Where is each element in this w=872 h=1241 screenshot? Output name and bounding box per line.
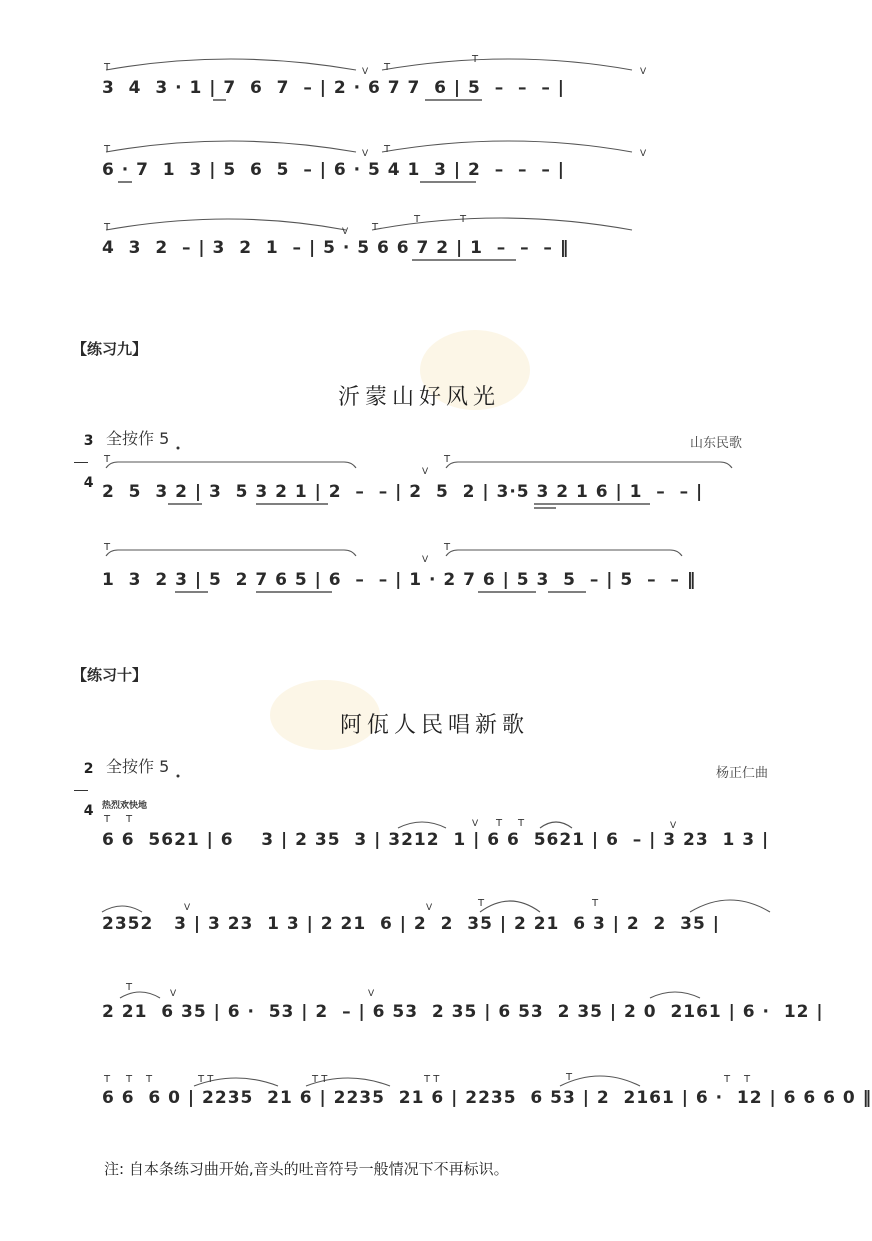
svg-text:T: T — [126, 982, 133, 993]
exercise-header: 【练习十】 — [72, 666, 148, 684]
svg-text:T: T — [444, 542, 451, 553]
score-line: 1 3 2 3 | 5 2 7 6 5 | 6 – – | 1 · 2 7 6 | 5 3 5 – | 5 – – ‖ — [102, 570, 697, 590]
score-line: 6 6 5621 | 6 3 | 2 35 3 | 3212 1 | 6 6 5621 | 6 – | 3 23 1 3 | — [102, 830, 770, 850]
score-line: 6 6 6 0 | 2235 21 6 | 2235 21 6 | 2235 6 53 | 2 2161 | 6 · 12 | 6 6 6 0 ‖ — [102, 1088, 872, 1108]
exercise-header: 【练习九】 — [72, 340, 148, 358]
fingering-note: 全按作 5 — [106, 429, 170, 448]
svg-text:T: T — [724, 1074, 731, 1085]
svg-text:V: V — [342, 227, 349, 237]
svg-text:V: V — [362, 149, 369, 159]
svg-text:T: T — [104, 814, 111, 825]
time-signature-bottom: 4 — [83, 803, 94, 819]
composer-credit: 山东民歌 — [690, 436, 743, 451]
svg-text:V: V — [422, 555, 429, 565]
score-line: 6 · 7 1 3 | 5 6 5 – | 6 · 5 4 1 3 | 2 – – – | — [102, 160, 565, 180]
svg-text:V: V — [670, 821, 677, 831]
svg-text:T: T — [744, 1074, 751, 1085]
svg-text:T: T — [104, 144, 111, 155]
svg-text:T: T — [472, 54, 479, 65]
svg-text:T: T — [104, 62, 111, 73]
score-line: 2352 3 | 3 23 1 3 | 2 21 6 | 2 2 35 | 2 21 6 3 | 2 2 35 | — [102, 914, 720, 934]
composer-credit: 杨正仁曲 — [716, 766, 769, 781]
svg-text:T: T — [384, 62, 391, 73]
svg-text:T T: T T — [424, 1074, 440, 1085]
svg-text:T: T — [126, 814, 133, 825]
svg-text:T: T — [384, 144, 391, 155]
svg-text:V: V — [184, 903, 191, 913]
time-signature-top: 3 — [83, 433, 94, 449]
svg-text:T: T — [104, 222, 111, 233]
footnote: 注: 自本条练习曲开始,音头的吐音符号一般情况下不再标识。 — [104, 1160, 509, 1178]
svg-text:T: T — [104, 1074, 111, 1085]
time-signature-top: 2 — [83, 761, 94, 777]
svg-text:T: T — [372, 222, 379, 233]
svg-text:V: V — [640, 149, 647, 159]
svg-text:T: T — [460, 214, 467, 225]
svg-text:V: V — [368, 989, 375, 999]
svg-text:V: V — [170, 989, 177, 999]
svg-text:V: V — [362, 67, 369, 77]
tempo-marking: 热烈欢快地 — [102, 801, 148, 811]
svg-text:T T: T T — [312, 1074, 328, 1085]
svg-text:T: T — [146, 1074, 153, 1085]
svg-text:T: T — [104, 454, 111, 465]
svg-text:T: T — [496, 818, 503, 829]
svg-text:T: T — [126, 1074, 133, 1085]
svg-text:T: T — [592, 898, 599, 909]
piece-title: 阿佤人民唱新歌 — [340, 713, 530, 738]
time-signature-bottom: 4 — [83, 475, 94, 491]
svg-text:T: T — [444, 454, 451, 465]
fingering-note: 全按作 5 — [106, 757, 170, 776]
score-line: 2 5 3 2 | 3 5 3 2 1 | 2 – – | 2 5 2 | 3·5 3 2 1 6 | 1 – – | — [102, 482, 704, 502]
score-line: 2 21 6 35 | 6 · 53 | 2 – | 6 53 2 35 | 6 53 2 35 | 2 0 2161 | 6 · 12 | — [102, 1002, 824, 1022]
score-line: 4 3 2 – | 3 2 1 – | 5 · 5 6 6 7 2 | 1 – – – ‖ — [102, 238, 570, 258]
svg-text:V: V — [422, 467, 429, 477]
svg-text:T: T — [478, 898, 485, 909]
svg-text:T: T — [518, 818, 525, 829]
score-line: 3 4 3 · 1 | 7 6 7 – | 2 · 6 7 7 6 | 5 – – – | — [102, 78, 565, 98]
piece-title: 沂蒙山好风光 — [338, 385, 501, 410]
svg-text:T T: T T — [198, 1074, 214, 1085]
svg-text:T: T — [566, 1072, 573, 1083]
svg-text:V: V — [640, 67, 647, 77]
svg-text:V: V — [472, 819, 479, 829]
svg-text:T: T — [414, 214, 421, 225]
svg-text:T: T — [104, 542, 111, 553]
svg-text:V: V — [426, 903, 433, 913]
